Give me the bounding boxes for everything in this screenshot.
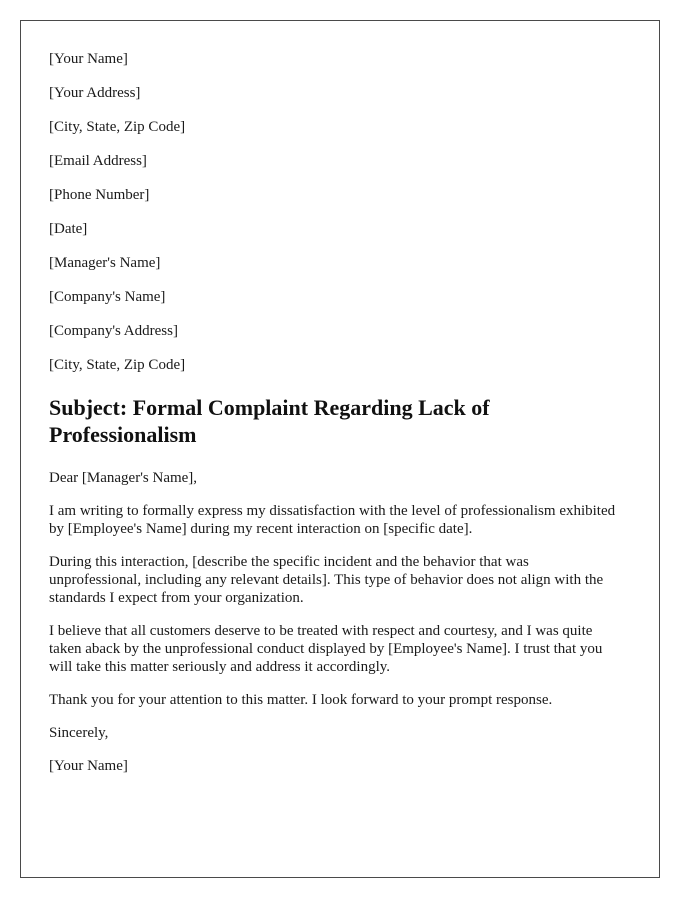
body-paragraph: I believe that all customers deserve to be treated with respect and courtesy, and I was quite taken aback by the unprofessional conduct displayed by [Employee's Name]. I trust that you will take this matter seriously and address it accordingly. bbox=[49, 623, 603, 675]
letter-page bbox=[20, 20, 660, 878]
signature: [Your Name] bbox=[49, 758, 128, 774]
sender-address: [Your Address] bbox=[49, 85, 141, 101]
salutation: Dear [Manager's Name], bbox=[49, 470, 198, 486]
body-paragraph: Thank you for your attention to this matter. I look forward to your prompt response. bbox=[49, 692, 553, 708]
body-paragraph: I am writing to formally express my dissatisfaction with the level of professionalism exhibited by [Employee's Name] during my recent interaction on [specific date]. bbox=[49, 503, 616, 537]
sender-city-state-zip: [City, State, Zip Code] bbox=[49, 119, 186, 135]
recipient-city-state-zip: [City, State, Zip Code] bbox=[49, 357, 186, 373]
body-paragraph: During this interaction, [describe the specific incident and the behavior that was unprofessional, including any relevant details]. This type of behavior does not align with the standards I expect from your organization. bbox=[49, 554, 604, 606]
letter-body bbox=[49, 469, 624, 790]
sender-phone: [Phone Number] bbox=[49, 187, 150, 203]
subject-heading: Subject: Formal Complaint Regarding Lack of Professionalism bbox=[49, 395, 490, 447]
recipient-manager-name: [Manager's Name] bbox=[49, 255, 161, 271]
sender-name: [Your Name] bbox=[49, 51, 128, 67]
address-block bbox=[49, 50, 185, 390]
closing: Sincerely, bbox=[49, 725, 109, 741]
sender-email: [Email Address] bbox=[49, 153, 147, 169]
recipient-company-address: [Company's Address] bbox=[49, 323, 178, 339]
recipient-company-name: [Company's Name] bbox=[49, 289, 166, 305]
letter-date: [Date] bbox=[49, 221, 88, 237]
